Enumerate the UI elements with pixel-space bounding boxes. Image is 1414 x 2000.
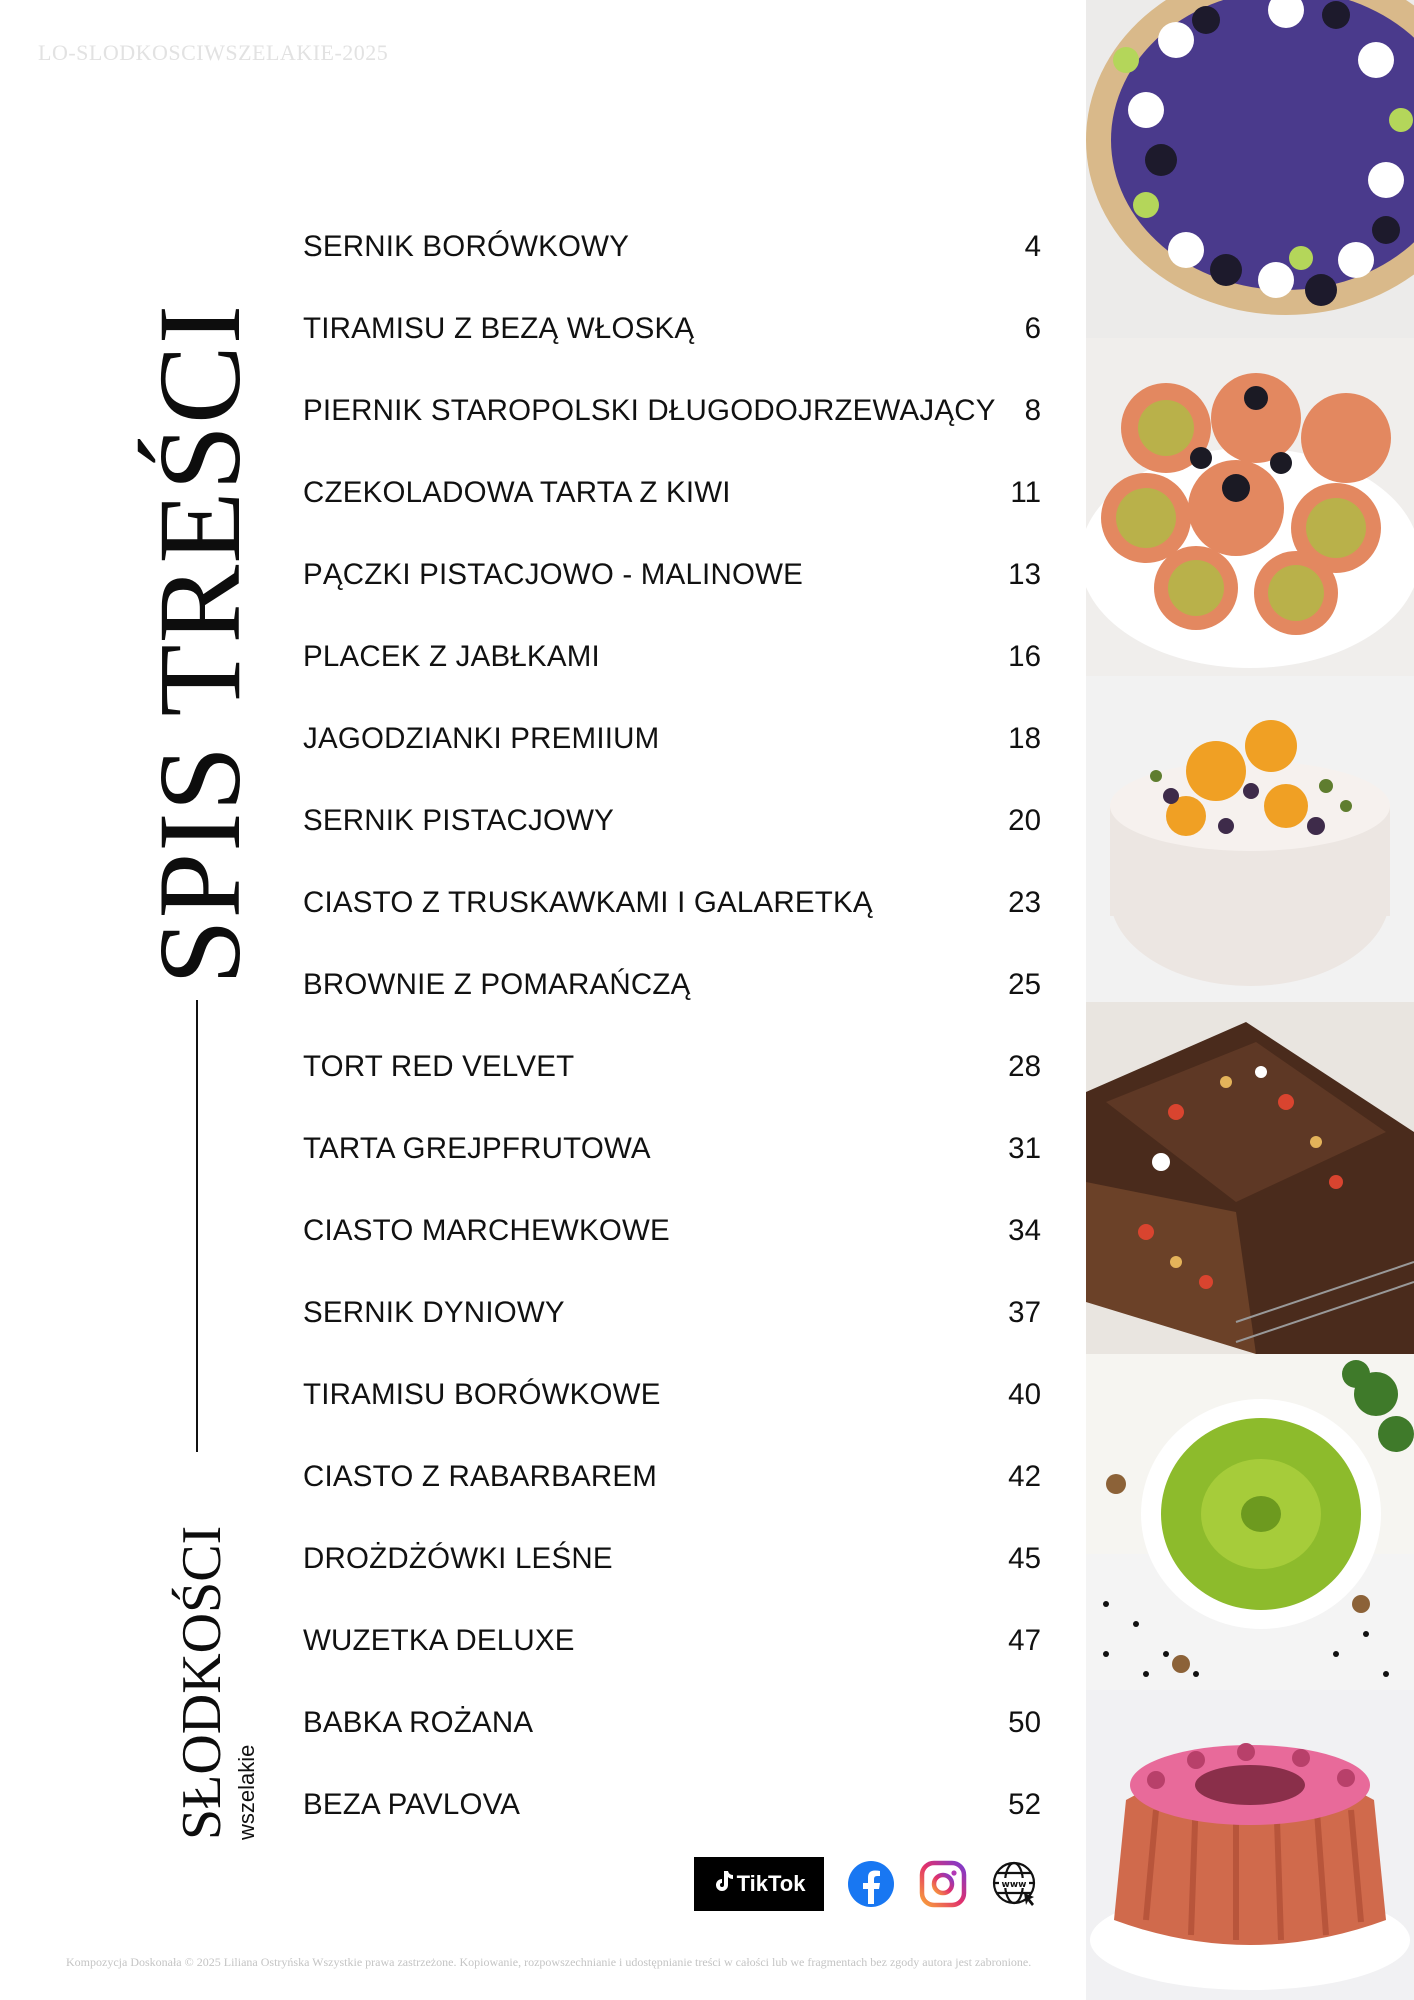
toc-title: CIASTO MARCHEWKOWE [303, 1214, 670, 1248]
toc-page: 23 [1008, 886, 1041, 920]
toc-title: PIERNIK STAROPOLSKI DŁUGODOJRZEWAJĄCY [303, 394, 996, 428]
tiktok-button[interactable] [694, 1857, 824, 1911]
toc-row[interactable] [303, 1026, 1043, 1108]
toc-row[interactable] [303, 1436, 1043, 1518]
toc-page: 16 [1008, 640, 1041, 674]
toc-row[interactable] [303, 1190, 1043, 1272]
toc-title: CZEKOLADOWA TARTA Z KIWI [303, 476, 731, 510]
toc-title: JAGODZIANKI PREMIIUM [303, 722, 660, 756]
toc-page: 4 [1024, 230, 1041, 264]
toc-row[interactable] [303, 698, 1043, 780]
toc-page: 42 [1008, 1460, 1041, 1494]
toc-row[interactable] [303, 452, 1043, 534]
photo-column [1086, 0, 1414, 2000]
toc-row[interactable] [303, 616, 1043, 698]
toc-page: 8 [1024, 394, 1041, 428]
toc-title: PLACEK Z JABŁKAMI [303, 640, 600, 674]
vertical-divider [196, 1000, 198, 1452]
toc-row[interactable] [303, 206, 1043, 288]
toc-row[interactable] [303, 1764, 1043, 1846]
toc-row[interactable] [303, 1682, 1043, 1764]
toc-page: 13 [1008, 558, 1041, 592]
toc-title: CIASTO Z TRUSKAWKAMI I GALARETKĄ [303, 886, 873, 920]
toc-page: 31 [1008, 1132, 1041, 1166]
table-of-contents [303, 206, 1043, 1846]
toc-row[interactable] [303, 288, 1043, 370]
copyright-footer: Kompozycja Doskonała © 2025 Liliana Ostryńska Wszystkie prawa zastrzeżone. Kopiowanie, rozpowszechnianie i udostępnianie treści w całości lub we fragmentach bez zgody autora jest zabronione. [66, 1955, 1032, 1969]
toc-page: 45 [1008, 1542, 1041, 1576]
toc-row[interactable] [303, 1600, 1043, 1682]
toc-page: 20 [1008, 804, 1041, 838]
toc-page: 40 [1008, 1378, 1041, 1412]
toc-title: TORT RED VELVET [303, 1050, 575, 1084]
toc-page: 52 [1008, 1788, 1041, 1822]
pavlova-photo [1086, 676, 1414, 1002]
toc-title: CIASTO Z RABARBAREM [303, 1460, 658, 1494]
toc-page: 28 [1008, 1050, 1041, 1084]
toc-title: PĄCZKI PISTACJOWO - MALINOWE [303, 558, 804, 592]
toc-page: 34 [1008, 1214, 1041, 1248]
toc-title: SERNIK BORÓWKOWY [303, 230, 630, 264]
toc-page: 11 [1010, 476, 1041, 510]
toc-title: SERNIK DYNIOWY [303, 1296, 565, 1330]
toc-title: WUZETKA DELUXE [303, 1624, 575, 1658]
toc-page: 18 [1008, 722, 1041, 756]
instagram-icon[interactable] [918, 1859, 968, 1909]
toc-row[interactable] [303, 1354, 1043, 1436]
toc-title: TIRAMISU Z BEZĄ WŁOSKĄ [303, 312, 695, 346]
kiwi-tart-photo [1086, 1354, 1414, 1690]
toc-page: 37 [1008, 1296, 1041, 1330]
toc-title: SERNIK PISTACJOWY [303, 804, 615, 838]
toc-row[interactable] [303, 370, 1043, 452]
toc-row[interactable] [303, 534, 1043, 616]
toc-row[interactable] [303, 1272, 1043, 1354]
toc-title: DROŻDŻÓWKI LEŚNE [303, 1542, 613, 1576]
watermark: LO-SLODKOSCIWSZELAKIE-2025 [38, 40, 389, 65]
toc-page: 47 [1008, 1624, 1041, 1658]
blueberry-tart-photo [1086, 0, 1414, 338]
toc-row[interactable] [303, 780, 1043, 862]
toc-title: BABKA ROŻANA [303, 1706, 534, 1740]
toc-title: BEZA PAVLOVA [303, 1788, 521, 1822]
page-title: SPIS TREŚCI [134, 303, 265, 985]
website-icon[interactable] [990, 1859, 1040, 1909]
tiktok-label: TikTok [736, 1871, 806, 1896]
toc-row[interactable] [303, 1518, 1043, 1600]
toc-title: BROWNIE Z POMARAŃCZĄ [303, 968, 691, 1002]
rose-bundt-cake-photo [1086, 1690, 1414, 2000]
toc-title: TARTA GREJPFRUTOWA [303, 1132, 651, 1166]
toc-page: 25 [1008, 968, 1041, 1002]
facebook-icon[interactable] [846, 1859, 896, 1909]
donuts-photo [1086, 338, 1414, 676]
brand-name: SŁODKOŚCI [171, 1525, 233, 1840]
social-links [694, 1856, 1040, 1912]
toc-row[interactable] [303, 1108, 1043, 1190]
chocolate-cakes-photo [1086, 1002, 1414, 1354]
toc-row[interactable] [303, 944, 1043, 1026]
toc-title: TIRAMISU BORÓWKOWE [303, 1378, 661, 1412]
tiktok-icon [713, 1870, 733, 1898]
toc-row[interactable] [303, 862, 1043, 944]
toc-page: 6 [1024, 312, 1041, 346]
brand-subtitle: wszelakie [234, 1744, 259, 1840]
svg-text:www: www [1001, 1880, 1027, 1890]
toc-page: 50 [1008, 1706, 1041, 1740]
